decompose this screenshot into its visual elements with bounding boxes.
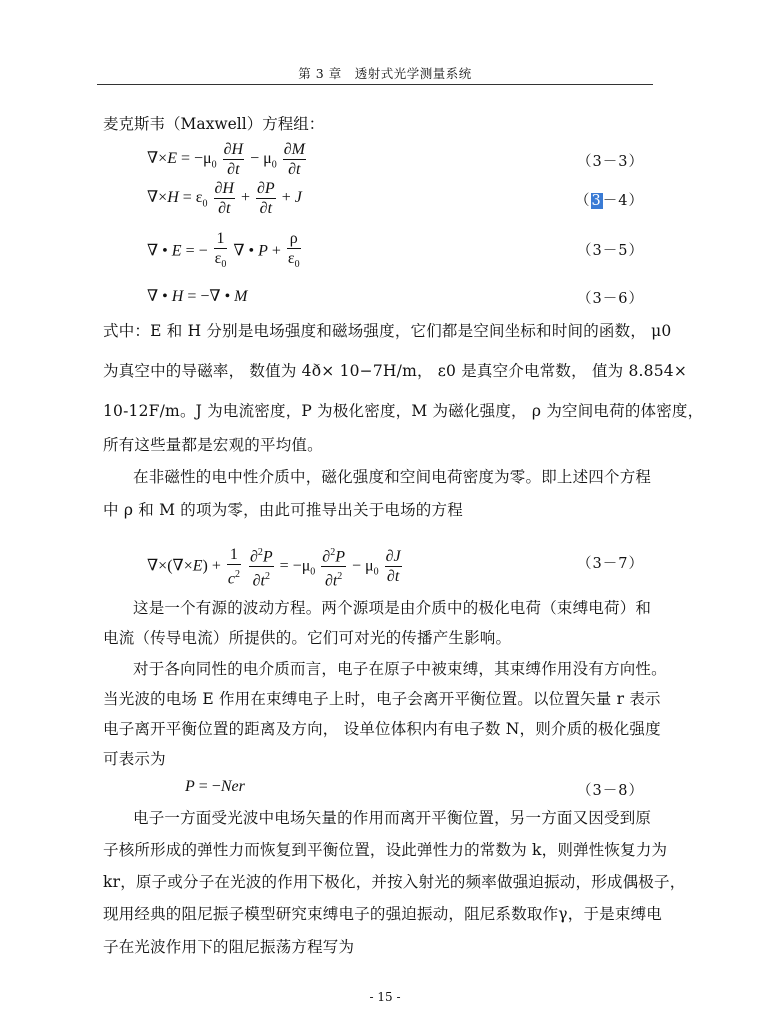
page-number: - 15 - [369,990,401,1004]
paragraph-3-line-1: 这是一个有源的波动方程。两个源项是由介质中的极化电荷（束缚电荷）和 [133,599,652,617]
paragraph-4-line-4: 可表示为 [103,750,166,768]
paragraph-4-line-1: 对于各向同性的电介质而言，电子在原子中被束缚，其束缚作用没有方向性。 [133,660,667,678]
paragraph-5-line-3: kr，原子或分子在光波的作用下极化，并按入射光的频率做强迫振动，形成偶极子， [103,873,686,891]
paragraph-2-line-2: 中 ρ 和 M 的项为零，由此可推导出关于电场的方程 [103,501,463,519]
equation-3-8: P = −Ner [185,778,245,795]
paragraph-1-line-4: 所有这些量都是宏观的平均值。 [103,436,323,454]
paragraph-1-line-3: 10-12F/m。J 为电流密度，P 为极化密度，M 为磁化强度， ρ 为空间电荷的体密度， [103,402,704,420]
equation-3-4: $\nabla\times H = \varepsilon_0$ $\frac{\partial H}{\partial t}$ + $\frac{\partial P}{\partial t}$ + J [147,180,302,217]
paragraph-1-line-1: 式中：E 和 H 分别是电场强度和磁场强度，它们都是空间坐标和时间的函数， μ0 [103,322,672,340]
paragraph-2-line-1: 在非磁性的电中性介质中，磁化强度和空间电荷密度为零。即上述四个方程 [133,468,652,486]
equation-number-3-5: （3－5） [577,243,644,259]
paragraph-5-line-4: 现用经典的阻尼振子模型研究束缚电子的强迫振动，阻尼系数取作γ，于是束缚电 [103,905,662,923]
equation-number-3-3: （3－3） [577,154,644,170]
equations-intro: 麦克斯韦（Maxwell）方程组： [103,115,325,133]
paragraph-3-line-2: 电流（传导电流）所提供的。它们可对光的传播产生影响。 [103,629,512,647]
paragraph-4-line-3: 电子离开平衡位置的距离及方向， 设单位体积内有电子数 N，则介质的极化强度 [103,720,661,738]
equation-number-3-4: （3－4） [575,193,644,209]
header-rule [97,84,653,85]
highlighted-selection: 3 [591,193,602,209]
equation-3-7: ∇×(∇×E) + $\frac{1}{c^2}$ $\frac{\partial^2P}{\partial t^2}$ = $-\mu_0$ $\frac{\partial^2P}{\partial t^2}$ − $\mu_0$ $\frac{\partial J}{\partial t}$ [147,543,404,591]
paragraph-5-line-1: 电子一方面受光波中电场矢量的作用而离开平衡位置，另一方面又因受到原 [133,809,652,827]
equation-number-3-6: （3－6） [577,291,644,307]
paragraph-1-line-2: 为真空中的导磁率， 数值为 4ð× 10−7H/m， ε0 是真空介电常数， 值为 8.854× [103,362,688,380]
equation-3-3: $\nabla\times E = -\mu_0$ $\frac{\partial H}{\partial t}$ − $\mu_0$ $\frac{\partial M}{\partial t}$ [147,141,305,178]
paragraph-5-line-5: 子在光波作用下的阻尼振荡方程写为 [103,938,355,956]
equation-number-3-7: （3－7） [577,556,644,572]
equation-number-3-8: （3－8） [577,783,644,799]
paragraph-4-line-2: 当光波的电场 E 作用在束缚电子上时，电子会离开平衡位置。以位置矢量 r 表示 [103,690,661,708]
equation-3-6: ∇ • H = −∇ • M [147,288,248,305]
chapter-header: 第 3 章 透射式光学测量系统 [298,66,472,81]
paragraph-5-line-2: 子核所形成的弹性力而恢复到平衡位置，设此弹性力的常数为 k，则弹性恢复力为 [103,841,668,859]
equation-3-5: ∇ • E = − $\frac{1}{\varepsilon_0}$ ∇ • P + $\frac{\rho}{\varepsilon_0}$ [147,230,300,271]
